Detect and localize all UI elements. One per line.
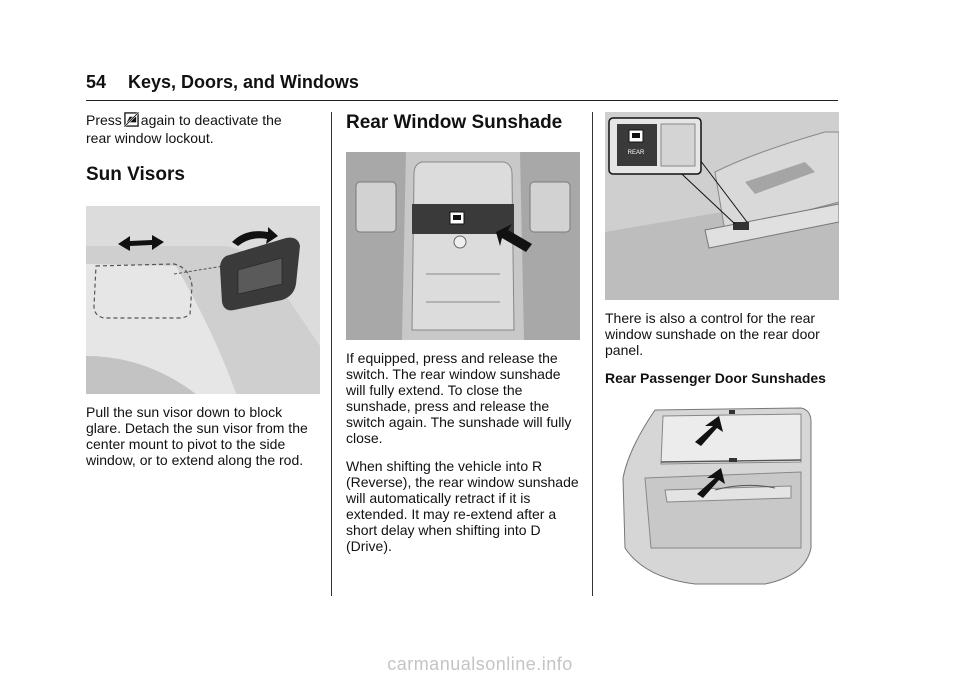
sun-visor-figure — [86, 206, 320, 394]
rear-sunshade-switch-figure — [346, 152, 580, 340]
rear-window-sunshade-heading: Rear Window Sunshade — [346, 112, 563, 133]
lockout-instruction-line2: rear window lockout. — [86, 130, 214, 146]
rear-passenger-door-sunshades-heading: Rear Passenger Door Sunshades — [605, 370, 826, 386]
rear-door-control-figure — [605, 112, 839, 300]
sun-visors-body: Pull the sun visor down to block glare. Detach the sun visor from the center mount to pivot to the side window, or to extend along the rod. — [86, 404, 308, 468]
column-middle — [346, 108, 580, 566]
sun-visors-heading: Sun Visors — [86, 164, 185, 185]
sunshade-para-1: If equipped, press and release the switch. The rear window sunshade will fully extend. To close the sunshade, press and release the switch again. The sunshade will fully close. — [346, 350, 572, 446]
section-title: Keys, Doors, and Windows — [128, 72, 359, 92]
window-lockout-icon — [124, 112, 139, 127]
column-left — [86, 108, 320, 480]
rear-switch-label: REAR — [627, 150, 645, 156]
page-header — [86, 72, 838, 101]
lockout-instruction — [86, 112, 320, 128]
watermark: carmanualsonline.info — [387, 654, 573, 674]
press-rest: again to deactivate the — [140, 112, 282, 128]
sunshade-para-2: When shifting the vehicle into R (Reverse), the rear window sunshade will automatically retract if it is extended. It may re-extend after a short delay when shifting into D (Drive). — [346, 458, 579, 554]
rear-door-control-para: There is also a control for the rear window sunshade on the rear door panel. — [605, 310, 820, 358]
rear-door-sunshade-figure — [605, 398, 839, 586]
column-divider-2 — [592, 112, 593, 596]
page-number: 54 — [86, 72, 107, 92]
column-right — [605, 108, 839, 586]
column-divider-1 — [331, 112, 332, 596]
press-word: Press — [86, 112, 122, 128]
